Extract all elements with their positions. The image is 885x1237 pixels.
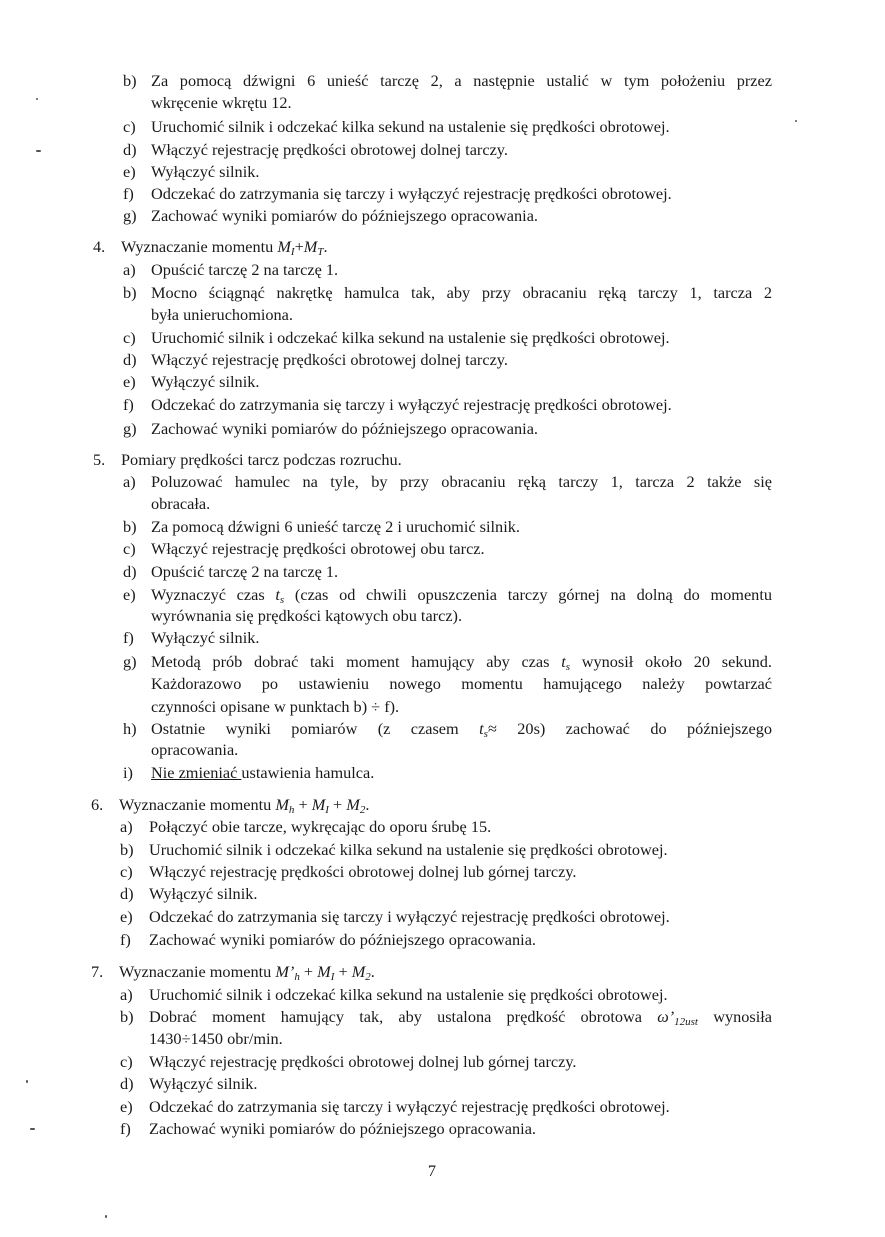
list-item-text: Wyznaczyć czas $t_s$ (czas od chwili opuszczenia tarczy górnej na dolną do momentu: [151, 585, 772, 606]
list-item-text: Wyłączyć silnik.: [149, 884, 258, 903]
list-item-text: Włączyć rejestrację prędkości obrotowej dolnej tarczy.: [151, 140, 508, 159]
list-item-text: była unieruchomiona.: [151, 305, 293, 324]
list-item-text: opracowania.: [151, 740, 239, 759]
list-marker: c): [120, 1052, 133, 1071]
list-marker: a): [120, 817, 133, 836]
list-marker: c): [120, 862, 133, 881]
list-item-text: wyrównania się prędkości kątowych obu tarcz).: [151, 606, 463, 625]
section-number: 6.: [91, 795, 104, 814]
list-marker: b): [120, 840, 134, 859]
section-title: Wyznaczanie momentu $M_h + M_I + M_2$.: [119, 795, 370, 816]
list-item-text: Zachować wyniki pomiarów do późniejszego opracowania.: [149, 930, 536, 949]
list-item-text: Poluzować hamulec na tyle, by przy obracaniu ręką tarczy 1, tarcza 2 także się: [151, 472, 772, 491]
list-item-text: Zachować wyniki pomiarów do późniejszego opracowania.: [151, 419, 538, 438]
list-marker: g): [123, 652, 137, 671]
scan-speck: [30, 1128, 35, 1130]
list-marker: b): [120, 1007, 134, 1026]
scan-speck: [105, 1215, 107, 1218]
list-item-text: Odczekać do zatrzymania się tarczy i wyłączyć rejestrację prędkości obrotowej.: [151, 184, 672, 203]
list-item-text: Opuścić tarczę 2 na tarczę 1.: [151, 562, 339, 581]
list-item-text: Włączyć rejestrację prędkości obrotowej dolnej lub górnej tarczy.: [149, 862, 577, 881]
section-title-text: Wyznaczanie momentu: [121, 237, 278, 256]
underlined-emphasis: Nie zmieniać: [151, 763, 242, 782]
list-marker: a): [123, 472, 136, 491]
list-item-text: Wyłączyć silnik.: [149, 1074, 258, 1093]
list-marker: c): [123, 539, 136, 558]
list-item-text: Odczekać do zatrzymania się tarczy i wyłączyć rejestrację prędkości obrotowej.: [151, 395, 672, 414]
list-item-text: Za pomocą dźwigni 6 unieść tarczę 2, a następnie ustalić w tym położeniu przez: [151, 71, 772, 90]
list-item-text: Uruchomić silnik i odczekać kilka sekund na ustalenie się prędkości obrotowej.: [149, 840, 668, 859]
section-title: Pomiary prędkości tarcz podczas rozruchu.: [121, 450, 402, 469]
scan-speck: [36, 98, 38, 100]
list-marker: b): [123, 283, 137, 302]
list-item-text: Włączyć rejestrację prędkości obrotowej dolnej tarczy.: [151, 350, 508, 369]
list-item-text: obracała.: [151, 494, 211, 513]
list-item-text: Wyłączyć silnik.: [151, 162, 260, 181]
list-marker: i): [123, 763, 133, 782]
list-marker: a): [123, 260, 136, 279]
section-title-text: Wyznaczanie momentu: [119, 962, 276, 981]
list-item-text: Połączyć obie tarcze, wykręcając do oporu śrubę 15.: [149, 817, 492, 836]
section-title: Wyznaczanie momentu $M_I+M_T$.: [121, 237, 328, 258]
list-marker: d): [123, 140, 137, 159]
list-marker: g): [123, 206, 137, 225]
section-title: Wyznaczanie momentu $M’_h + M_I + M_2$.: [119, 962, 375, 983]
page-number: 7: [427, 1161, 437, 1180]
list-marker: e): [120, 907, 133, 926]
list-item-text: Uruchomić silnik i odczekać kilka sekund na ustalenie się prędkości obrotowej.: [149, 985, 668, 1004]
list-item-text: Uruchomić silnik i odczekać kilka sekund na ustalenie się prędkości obrotowej.: [151, 328, 670, 347]
list-marker: f): [123, 628, 134, 647]
list-marker: d): [123, 562, 137, 581]
list-marker: c): [123, 328, 136, 347]
list-marker: g): [123, 419, 137, 438]
list-marker: b): [123, 71, 137, 90]
list-item-text: Każdorazowo po ustawieniu nowego momentu hamującego należy powtarzać: [151, 674, 772, 693]
list-marker: e): [123, 372, 136, 391]
scan-speck: [36, 150, 41, 152]
list-item-text: Włączyć rejestrację prędkości obrotowej dolnej lub górnej tarczy.: [149, 1052, 577, 1071]
list-marker: e): [123, 585, 136, 604]
list-item-text: wkręcenie wkrętu 12.: [151, 93, 292, 112]
list-marker: f): [123, 184, 134, 203]
list-item-text: Odczekać do zatrzymania się tarczy i wyłączyć rejestrację prędkości obrotowej.: [149, 1097, 670, 1116]
list-item-text: Ostatnie wyniki pomiarów (z czasem $t_s\approx 20s$) zachować do późniejszego: [151, 719, 773, 740]
list-marker: h): [123, 719, 137, 738]
section-title-text: Wyznaczanie momentu: [119, 795, 276, 814]
list-marker: a): [120, 985, 133, 1004]
section-number: 5.: [93, 450, 106, 469]
section-number: 7.: [91, 962, 104, 981]
list-marker: f): [123, 395, 134, 414]
list-item-text: 1430÷1450 obr/min.: [149, 1029, 283, 1048]
list-item-text: Odczekać do zatrzymania się tarczy i wyłączyć rejestrację prędkości obrotowej.: [149, 907, 670, 926]
list-marker: b): [123, 517, 137, 536]
list-item-text: Nie zmieniać ustawienia hamulca.: [151, 763, 375, 782]
list-marker: d): [120, 884, 134, 903]
list-marker: f): [120, 930, 131, 949]
list-marker: e): [123, 162, 136, 181]
list-item-text: Włączyć rejestrację prędkości obrotowej obu tarcz.: [151, 539, 485, 558]
list-marker: f): [120, 1119, 131, 1138]
list-marker: e): [120, 1097, 133, 1116]
scan-speck: [795, 120, 797, 122]
list-item-text: Mocno ściągnąć nakrętkę hamulca tak, aby przy obracaniu ręką tarczy 1, tarcza 2: [151, 283, 772, 302]
list-marker: d): [123, 350, 137, 369]
list-item-text: czynności opisane w punktach b) ÷ f).: [151, 697, 400, 716]
list-marker: d): [120, 1074, 134, 1093]
list-item-text: Wyłączyć silnik.: [151, 372, 260, 391]
scan-speck: [26, 1080, 28, 1083]
list-item-text: Zachować wyniki pomiarów do późniejszego opracowania.: [149, 1119, 536, 1138]
list-item-text: Uruchomić silnik i odczekać kilka sekund na ustalenie się prędkości obrotowej.: [151, 117, 670, 136]
list-item-text: Za pomocą dźwigni 6 unieść tarczę 2 i uruchomić silnik.: [151, 517, 520, 536]
list-item-text: Metodą prób dobrać taki moment hamujący aby czas $t_s$ wynosił około 20 sekund.: [151, 652, 772, 673]
list-item-text: Opuścić tarczę 2 na tarczę 1.: [151, 260, 339, 279]
list-item-text: Wyłączyć silnik.: [151, 628, 260, 647]
list-item-text: Zachować wyniki pomiarów do późniejszego opracowania.: [151, 206, 538, 225]
section-number: 4.: [93, 237, 106, 256]
list-marker: c): [123, 117, 136, 136]
list-item-text: Dobrać moment hamujący tak, aby ustalona prędkość obrotowa $\omega’_{12ust}$ wynosiła: [149, 1007, 772, 1028]
